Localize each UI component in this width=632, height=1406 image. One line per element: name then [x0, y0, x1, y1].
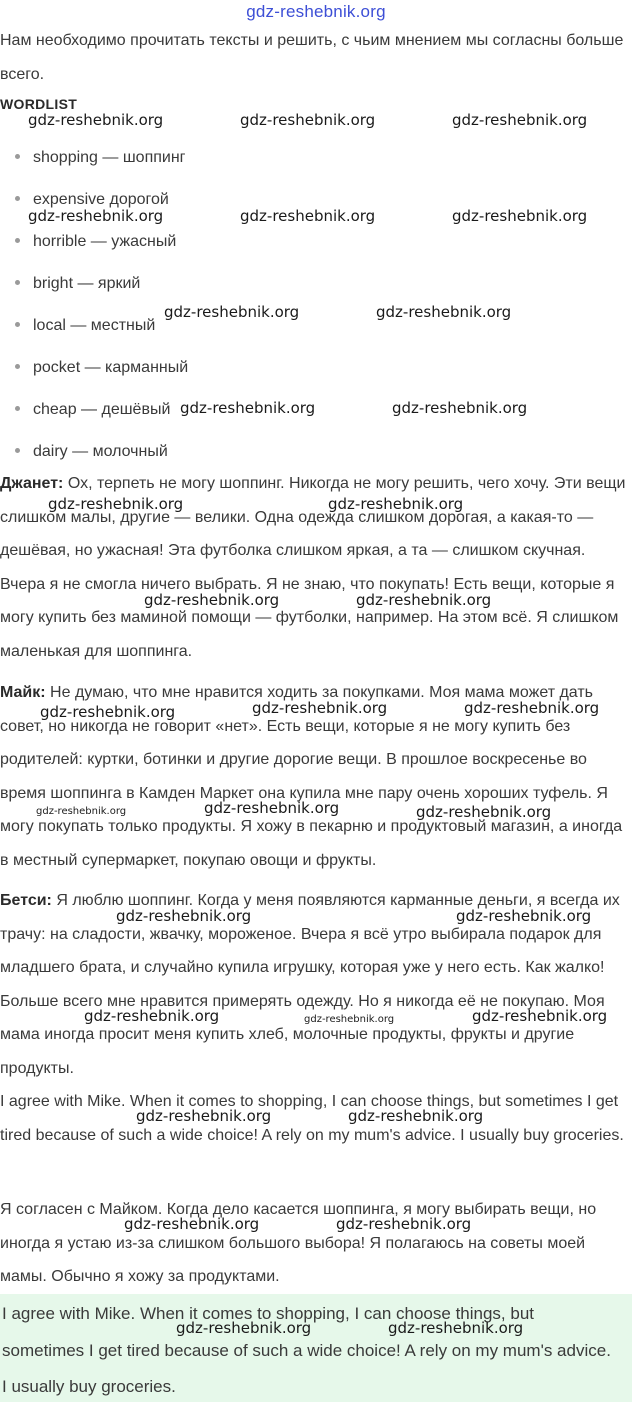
watermark: gdz-reshebnik.org [328, 495, 464, 513]
wordlist-item: dairy — молочный [15, 442, 168, 462]
watermark: gdz-reshebnik.org [252, 699, 388, 717]
intro-text: Нам необходимо прочитать тексты и решить, с чьим мнением мы согласны больше всего. [0, 32, 624, 83]
watermark: gdz-reshebnik.org [48, 495, 184, 513]
watermark: gdz-reshebnik.org [28, 207, 164, 225]
wordlist-title: WORDLIST [0, 96, 78, 112]
answer-russian: Я согласен с Майком. Когда дело касается шоппинга, я могу выбирать вещи, но иногда я устаю из-за слишком большого выбора! Я полагаюсь на советы моей мамы. Обычно я хожу за продуктами. [0, 1201, 597, 1285]
watermark: gdz-reshebnik.org [240, 207, 376, 225]
watermark: gdz-reshebnik.org [36, 806, 127, 817]
watermark: gdz-reshebnik.org [388, 1319, 524, 1337]
watermark: gdz-reshebnik.org [348, 1107, 484, 1125]
speaker-name: Бетси [0, 892, 47, 909]
watermark: gdz-reshebnik.org [392, 399, 528, 417]
watermark: gdz-reshebnik.org [164, 303, 300, 321]
watermark: gdz-reshebnik.org [116, 907, 252, 925]
watermark: gdz-reshebnik.org [416, 803, 552, 821]
watermark: gdz-reshebnik.org [124, 1215, 260, 1233]
bullet-icon [15, 448, 20, 453]
watermark: gdz-reshebnik.org [144, 591, 280, 609]
watermark: gdz-reshebnik.org [304, 1014, 395, 1025]
bullet-icon [15, 238, 20, 243]
bullet-icon [15, 322, 20, 327]
bullet-icon [15, 364, 20, 369]
watermark: gdz-reshebnik.org [336, 1215, 472, 1233]
wordlist-item: shopping — шоппинг [15, 148, 186, 168]
watermark: gdz-reshebnik.org [464, 699, 600, 717]
bullet-icon [15, 196, 20, 201]
watermark: gdz-reshebnik.org [456, 907, 592, 925]
wordlist-item: bright — яркий [15, 274, 140, 294]
text-mike: Майк: Не думаю, что мне нравится ходить за покупками. Моя мама может дать совет, но никогда не говорит «нет». Есть вещи, которые я не могу купить без родителей: куртки, ботинки и другие дорогие вещи. В прошлое воскресенье во время шоппинга в Камден Маркет она купила мне пару очень хороших туфель. Я могу покупать только продукты. Я хожу в пекарню и продуктовый магазин, а иногда в местный супермаркет, покупаю овощи и фрукты. [0, 684, 623, 869]
wordlist-item: horrible — ужасный [15, 232, 176, 252]
speaker-name: Джанет [0, 475, 59, 492]
speaker-name: Майк [0, 684, 41, 701]
watermark: gdz-reshebnik.org [452, 111, 588, 129]
answer-english: I agree with Mike. When it comes to shopping, I can choose things, but sometimes I get tired because of such a wide choice! A rely on my mum's advice. I usually buy groceries. [0, 1093, 624, 1144]
watermark: gdz-reshebnik.org [240, 111, 376, 129]
watermark: gdz-reshebnik.org [136, 1107, 272, 1125]
watermark: gdz-reshebnik.org [176, 1319, 312, 1337]
text-betsy: Бетси: Я люблю шоппинг. Когда у меня появляются карманные деньги, я всегда их трачу: на сладости, жвачку, мороженое. Вчера я всё утро выбирала подарок для младшего брата, и случайно купила игрушку, которая уже у него есть. Как жалко! Больше всего мне нравится примерять одежду. Но я никогда её не покупаю. Моя мама иногда просит меня купить хлеб, молочные продукты, фрукты и другие продукты. [0, 892, 620, 1077]
watermark: gdz-reshebnik.org [40, 703, 176, 721]
watermark: gdz-reshebnik.org [204, 799, 340, 817]
text-janet: Джанет: Ох, терпеть не могу шоппинг. Никогда не могу решить, чего хочу. Эти вещи слишком малы, другие — велики. Одна одежда слишком дорогая, а какая-то — дешёвая, но ужасная! Эта футболка слишком яркая, а та — слишком скучная. Вчера я не смогла ничего выбрать. Я не знаю, что покупать! Есть вещи, которые я могу купить без маминой помощи — футболки, например. На этом всё. Я слишком маленькая для шоппинга. [0, 475, 626, 660]
answer-highlight-text: I agree with Mike. When it comes to shopping, I can choose things, but sometimes I get tired because of such a wide choice! A rely on my mum's advice. I usually buy groceries. [2, 1304, 611, 1396]
wordlist-item: pocket — карманный [15, 358, 188, 378]
watermark: gdz-reshebnik.org [452, 207, 588, 225]
watermark: gdz-reshebnik.org [28, 111, 164, 129]
site-header-link[interactable]: gdz-reshebnik.org [246, 2, 386, 21]
watermark: gdz-reshebnik.org [472, 1007, 608, 1025]
bullet-icon [15, 406, 20, 411]
bullet-icon [15, 280, 20, 285]
watermark: gdz-reshebnik.org [376, 303, 512, 321]
watermark: gdz-reshebnik.org [180, 399, 316, 417]
bullet-icon [15, 154, 20, 159]
wordlist-item: local — местный [15, 316, 155, 336]
wordlist-item: cheap — дешёвый [15, 400, 170, 420]
wordlist-item: expensive дорогой [15, 190, 169, 210]
watermark: gdz-reshebnik.org [356, 591, 492, 609]
watermark: gdz-reshebnik.org [84, 1007, 220, 1025]
